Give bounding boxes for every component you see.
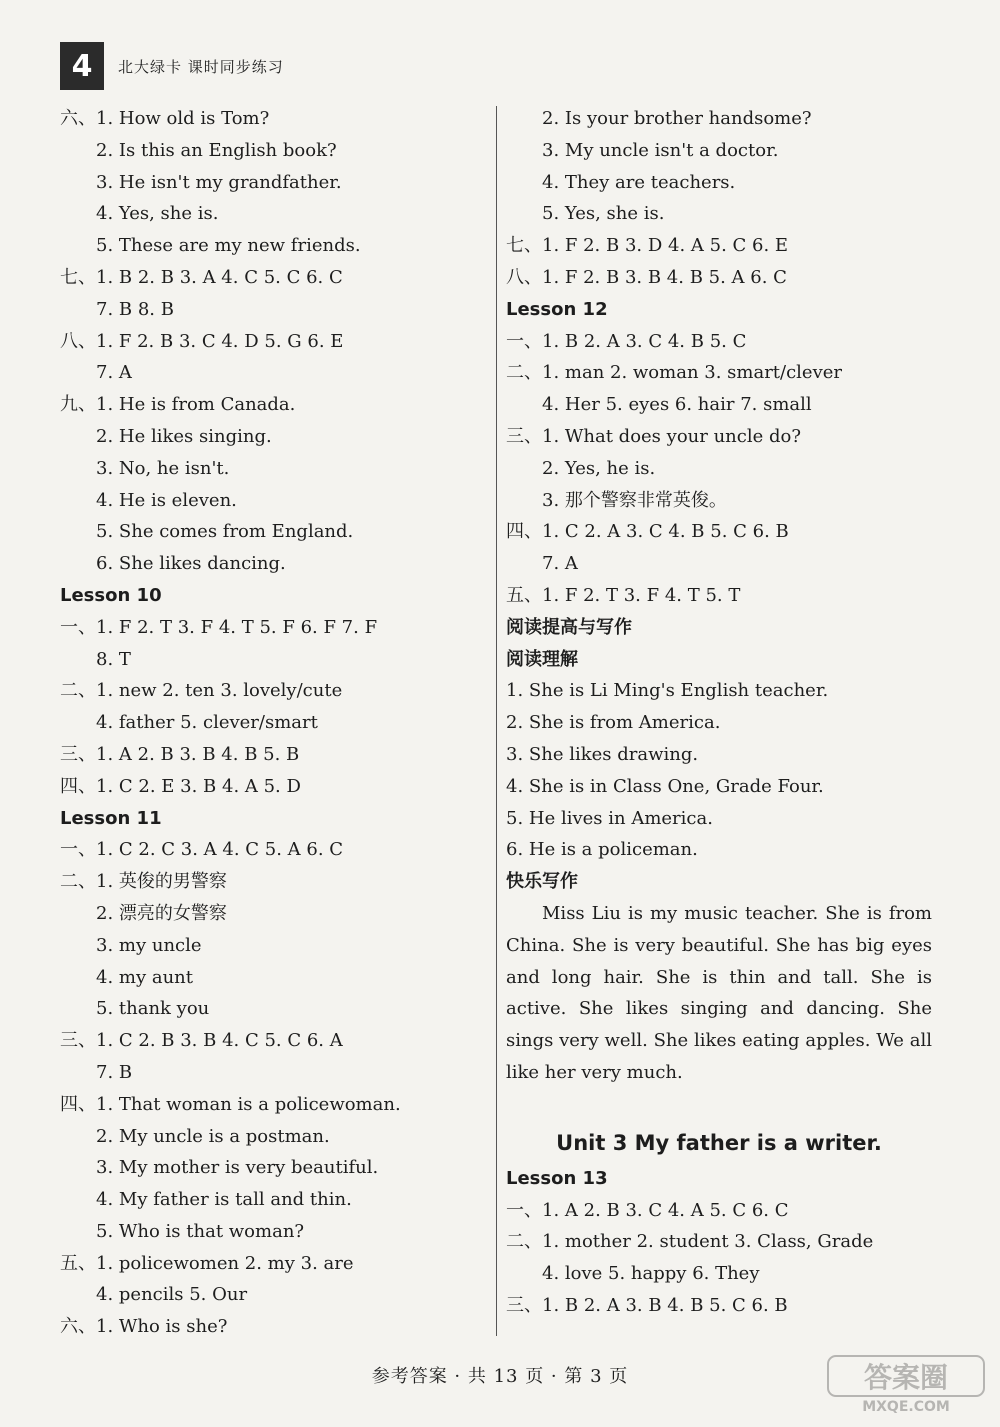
lesson-13-answers (506, 1163, 932, 1322)
answer-line: 8. T (96, 648, 131, 670)
answer-line: 二、1. new 2. ten 3. lovely/cute (60, 680, 343, 702)
answer-line: 6. He is a policeman. (506, 839, 698, 861)
answer-line: 四、1. That woman is a policewoman. (60, 1093, 401, 1115)
answer-line: 3. She likes drawing. (506, 743, 699, 765)
answer-line: 5. These are my new friends. (96, 235, 361, 257)
answer-line: 2. 漂亮的女警察 (96, 902, 227, 924)
section-heading: Lesson 13 (506, 1167, 608, 1189)
answer-line: 7. B 8. B (96, 298, 174, 320)
answer-line: 2. My uncle is a postman. (96, 1125, 330, 1147)
answer-line: 3. My mother is very beautiful. (96, 1157, 379, 1179)
answer-line: 4. He is eleven. (96, 489, 237, 511)
answer-line: 二、1. man 2. woman 3. smart/clever (506, 362, 843, 384)
answer-line: 5. Who is that woman? (96, 1220, 305, 1242)
watermark-logo (826, 1354, 986, 1414)
answer-line: 四、1. C 2. A 3. C 4. B 5. C 6. B (506, 521, 789, 543)
column-divider (496, 106, 497, 1336)
section-heading: 阅读提高与写作 (506, 616, 632, 638)
section-heading: 阅读理解 (506, 648, 578, 670)
watermark-text: 答案圈 (863, 1361, 949, 1394)
answer-line: 4. She is in Class One, Grade Four. (506, 775, 824, 797)
answer-line: 4. They are teachers. (542, 171, 736, 193)
right-column (506, 103, 932, 1322)
answer-line: 2. Is this an English book? (96, 139, 337, 161)
answer-line: 四、1. C 2. E 3. B 4. A 5. D (60, 775, 301, 797)
answer-line: 八、1. F 2. B 3. C 4. D 5. G 6. E (60, 330, 344, 352)
answer-line: 六、1. How old is Tom? (60, 108, 270, 129)
answer-line: 2. Is your brother handsome? (542, 108, 812, 129)
answer-line: 五、1. policewomen 2. my 3. are (60, 1252, 354, 1274)
answer-line: 4. Her 5. eyes 6. hair 7. small (542, 394, 812, 416)
answer-line: 三、1. What does your uncle do? (506, 425, 801, 447)
answer-line: 五、1. F 2. T 3. F 4. T 5. T (506, 584, 741, 606)
answer-line: 2. He likes singing. (96, 425, 272, 447)
answer-line: 4. pencils 5. Our (96, 1284, 248, 1306)
page-number-badge: 4 (60, 42, 104, 90)
answer-line: 2. Yes, he is. (542, 457, 656, 479)
answer-line: 3. my uncle (96, 934, 202, 956)
answer-line: 5. thank you (96, 998, 210, 1020)
answer-line: 7. A (96, 362, 132, 384)
answer-line: 八、1. F 2. B 3. B 4. B 5. A 6. C (506, 266, 787, 288)
section-heading: Lesson 11 (60, 807, 162, 829)
answer-line: 5. She comes from England. (96, 521, 354, 543)
answer-line: 4. father 5. clever/smart (96, 712, 318, 734)
answer-line: 3. He isn't my grandfather. (96, 171, 342, 193)
answer-line: 一、1. F 2. T 3. F 4. T 5. F 6. F 7. F (60, 616, 378, 638)
answer-line: 4. My father is tall and thin. (96, 1189, 352, 1211)
answer-line: 7. A (542, 553, 578, 575)
watermark-url: MXQE.COM (862, 1399, 950, 1414)
book-title: 北大绿卡 课时同步练习 (118, 57, 284, 76)
answer-line: 6. She likes dancing. (96, 553, 286, 575)
writing-paragraph: Miss Liu is my music teacher. She is from China. She is very beautiful. She has big eyes and long hair. She is thin and tall. She is active. She likes singing and dancing. She sings very well. She likes eating apples. We all like her very much. (506, 902, 932, 1083)
answer-line: 4. Yes, she is. (96, 203, 219, 225)
answer-line: 5. He lives in America. (506, 807, 713, 829)
answer-line: 1. She is Li Ming's English teacher. (506, 680, 829, 702)
answer-line: 一、1. C 2. C 3. A 4. C 5. A 6. C (60, 839, 344, 861)
answer-line: 3. 那个警察非常英俊。 (542, 489, 727, 511)
left-column (60, 103, 480, 1343)
answer-line: 3. No, he isn't. (96, 457, 230, 479)
answer-line: 4. love 5. happy 6. They (542, 1263, 760, 1285)
answer-line: 5. Yes, she is. (542, 203, 665, 225)
section-heading: Lesson 12 (506, 298, 608, 320)
answer-line: 二、1. mother 2. student 3. Class, Grade (506, 1231, 874, 1253)
answer-line: 三、1. C 2. B 3. B 4. C 5. C 6. A (60, 1030, 343, 1052)
answer-line: 二、1. 英俊的男警察 (60, 871, 227, 893)
answer-line: 7. B (96, 1061, 133, 1083)
answer-line: 三、1. A 2. B 3. B 4. B 5. B (60, 743, 300, 765)
section-heading: 快乐写作 (506, 871, 578, 893)
answer-line: 4. my aunt (96, 966, 194, 988)
answer-line: 一、1. A 2. B 3. C 4. A 5. C 6. C (506, 1199, 789, 1221)
page-header (60, 42, 284, 90)
answer-line: 一、1. B 2. A 3. C 4. B 5. C (506, 330, 747, 352)
page-footer: 参考答案 · 共 13 页 · 第 3 页 (371, 1366, 629, 1387)
section-heading: Lesson 10 (60, 584, 162, 606)
answer-line: 三、1. B 2. A 3. B 4. B 5. C 6. B (506, 1294, 788, 1316)
answer-line: 七、1. B 2. B 3. A 4. C 5. C 6. C (60, 266, 343, 288)
answer-line: 六、1. Who is she? (60, 1316, 228, 1338)
unit-title: Unit 3 My father is a writer. (556, 1130, 882, 1155)
answer-line: 2. She is from America. (506, 712, 721, 734)
answer-line: 3. My uncle isn't a doctor. (542, 139, 779, 161)
right-column-answers (506, 103, 932, 898)
answer-line: 七、1. F 2. B 3. D 4. A 5. C 6. E (506, 235, 789, 257)
answer-line: 九、1. He is from Canada. (60, 394, 296, 416)
